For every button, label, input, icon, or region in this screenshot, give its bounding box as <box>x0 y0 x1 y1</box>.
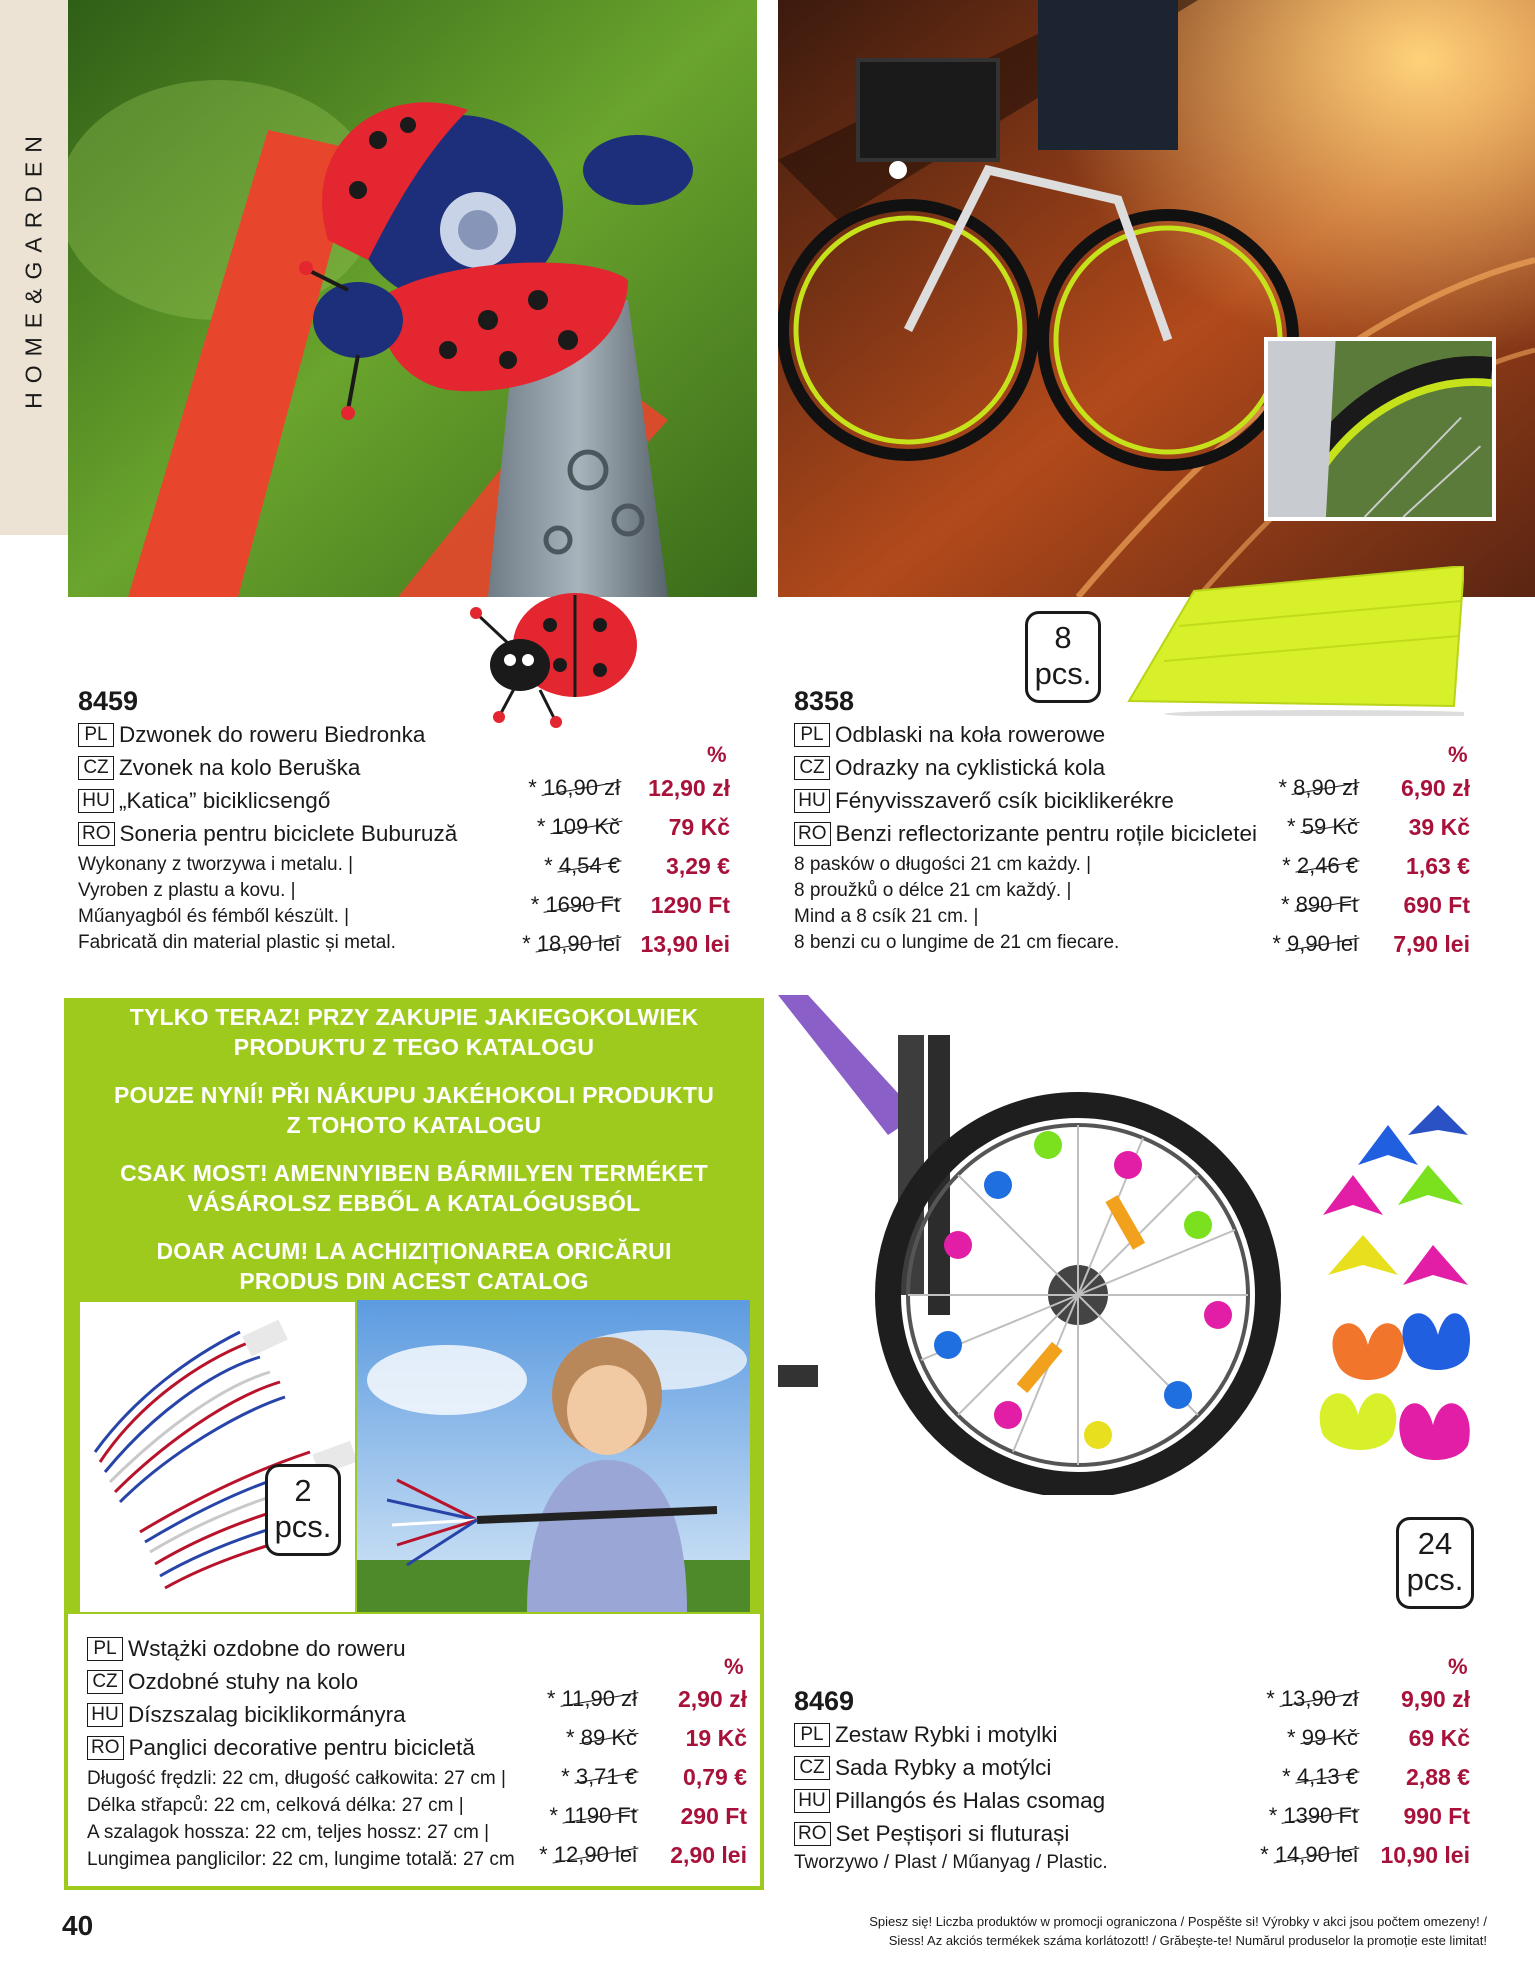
girl-on-bike-photo <box>357 1300 750 1612</box>
promo-heading-line: TYLKO TERAZ! PRZY ZAKUPIE JAKIEGOKOLWIEK <box>129 1004 699 1030</box>
new-price: 6,90 zł <box>1400 775 1470 801</box>
product-name-ro <box>87 1735 475 1761</box>
new-price: 2,88 € <box>1406 1764 1470 1790</box>
product-name-cz <box>794 755 1105 781</box>
new-price: 2,90 zł <box>677 1686 747 1712</box>
product-name: Ozdobné stuhy na kolo <box>128 1669 359 1694</box>
discount-percent-icon: % <box>707 742 727 767</box>
lang-code: CZ <box>78 756 114 780</box>
product-name-ro <box>794 821 1257 847</box>
product-name-pl <box>794 1722 1058 1748</box>
promo-heading-line: PRODUKTU Z TEGO KATALOGU <box>233 1034 595 1060</box>
promo-heading-ro <box>64 1236 764 1296</box>
old-price-value: 16,90 zł <box>542 775 620 800</box>
product-name: Wstążki ozdobne do roweru <box>128 1636 406 1661</box>
product-desc-line: Délka střapců: 22 cm, celková délka: 27 cm | <box>87 1795 464 1816</box>
lang-code: HU <box>794 789 830 813</box>
old-price-value: 18,90 lei <box>536 931 620 956</box>
old-price: * 1190 Ft <box>549 1803 637 1828</box>
product-desc-line: Mind a 8 csík 21 cm. | <box>794 906 979 927</box>
lang-code: PL <box>794 723 830 747</box>
old-price-value: 109 Kč <box>551 814 620 839</box>
category-side-tab <box>0 0 68 535</box>
old-price-value: 1390 Ft <box>1283 1803 1358 1828</box>
promo-heading-line: DOAR ACUM! LA ACHIZIȚIONAREA ORICĂRUI <box>156 1238 672 1264</box>
promo-heading-hu <box>64 1158 764 1218</box>
lang-code: RO <box>87 1736 124 1760</box>
old-price: * 12,90 lei <box>539 1842 637 1867</box>
product-desc-line: Lungimea panglicilor: 22 cm, lungime totală: 27 cm <box>87 1849 515 1870</box>
product-name-pl <box>78 722 425 748</box>
product-name-cz <box>78 755 360 781</box>
old-price-value: 8,90 zł <box>1293 775 1358 800</box>
promo-heading-pl <box>64 1002 764 1062</box>
pcs-badge-8469 <box>1396 1517 1474 1609</box>
old-price-value: 13,90 zł <box>1280 1686 1358 1711</box>
product-name-hu <box>78 788 330 814</box>
new-price: 79 Kč <box>668 814 730 840</box>
new-price: 990 Ft <box>1403 1803 1470 1829</box>
product-name: Pillangós és Halas csomag <box>835 1788 1106 1813</box>
pcs-unit: pcs. <box>1034 656 1092 691</box>
tassels-product-image <box>80 1302 355 1612</box>
old-price-value: 89 Kč <box>580 1725 637 1750</box>
product-name: „Katica” biciklicsengő <box>119 788 331 813</box>
old-price-value: 99 Kč <box>1301 1725 1358 1750</box>
product-name-pl <box>794 722 1105 748</box>
product-name: Panglici decorative pentru bicicletă <box>128 1735 475 1760</box>
product-code: 8459 <box>78 686 139 716</box>
product-name: Fényvisszaverő csík biciklikerékre <box>835 788 1174 813</box>
pcs-count: 24 <box>1417 1526 1453 1561</box>
new-price: 290 Ft <box>680 1803 747 1829</box>
new-price: 1290 Ft <box>650 892 730 918</box>
pcs-count: 8 <box>1054 620 1072 655</box>
old-price: * 4,54 € <box>544 853 620 878</box>
old-price: * 99 Kč <box>1287 1725 1358 1750</box>
old-price-value: 4,54 € <box>558 853 620 878</box>
pcs-count: 2 <box>294 1473 312 1508</box>
promo-heading-line: Z TOHOTO KATALOGU <box>286 1112 542 1138</box>
old-price: * 3,71 € <box>561 1764 637 1789</box>
ladybug-bell-product-image <box>460 575 660 735</box>
old-price-value: 2,46 € <box>1296 853 1358 878</box>
pcs-badge-tassels <box>265 1464 341 1556</box>
product-name-cz <box>794 1755 1051 1781</box>
new-price: 690 Ft <box>1403 892 1470 918</box>
new-price: 1,63 € <box>1406 853 1470 879</box>
old-price: * 109 Kč <box>536 814 620 839</box>
product-name-hu <box>87 1702 406 1728</box>
product-code: 8358 <box>794 686 855 716</box>
old-price-value: 14,90 lei <box>1274 1842 1358 1867</box>
page-number: 40 <box>62 1910 94 1941</box>
limited-stock-note: Spiesz się! Liczba produktów w promocji ograniczona / Pospěšte si! Výrobky v akci jsou počtem omezeny! / Siess! Az akciós termékek száma korlátozott! / Grăbeşte-te! Numărul produselor la promoție este limitat! <box>869 1914 1487 1948</box>
old-price: * 1690 Ft <box>530 892 620 917</box>
product-name: Soneria pentru biciclete Buburuză <box>119 821 458 846</box>
lang-code: HU <box>78 789 114 813</box>
product-name-pl <box>87 1636 406 1662</box>
promo-heading-line: POUZE NYNÍ! PŘI NÁKUPU JAKÉHOKOLI PRODUKTU <box>113 1082 715 1108</box>
product-name-hu <box>794 788 1174 814</box>
product-desc-line: Wykonany z tworzywa i metalu. | <box>78 854 354 875</box>
old-price-value: 3,71 € <box>575 1764 637 1789</box>
promo-heading-line: VÁSÁROLSZ EBBŐL A KATALÓGUSBÓL <box>187 1190 641 1216</box>
product-name: Odblaski na koła rowerowe <box>835 722 1106 747</box>
new-price: 39 Kč <box>1408 814 1470 840</box>
reflector-strips-image <box>1124 566 1464 716</box>
product-desc-line: Fabricată din material plastic și metal. <box>78 932 396 953</box>
promo-heading-line: CSAK MOST! AMENNYIBEN BÁRMILYEN TERMÉKET <box>120 1160 708 1186</box>
product-name-cz <box>87 1669 358 1695</box>
new-price: 9,90 zł <box>1400 1686 1470 1712</box>
lang-code: CZ <box>794 1756 830 1780</box>
product-name: Zestaw Rybki i motylki <box>835 1722 1058 1747</box>
reflector-detail-inset <box>1264 337 1496 521</box>
new-price: 2,90 lei <box>670 1842 747 1868</box>
old-price: * 14,90 lei <box>1260 1842 1358 1867</box>
old-price-value: 11,90 zł <box>561 1686 637 1711</box>
pcs-unit: pcs. <box>274 1509 332 1544</box>
product-code: 8469 <box>794 1686 855 1716</box>
category-label: HOME&GARDEN <box>20 127 47 409</box>
product-name-ro <box>794 1821 1069 1847</box>
lang-code: HU <box>794 1789 830 1813</box>
product-name: Sada Rybky a motýlci <box>835 1755 1052 1780</box>
old-price-value: 12,90 lei <box>553 1842 637 1867</box>
product-desc-line: Műanyagból és fémből készült. | <box>78 906 350 927</box>
product-desc-line: A szalagok hossza: 22 cm, teljes hossz: 27 cm | <box>87 1822 490 1843</box>
product-name: Dzwonek do roweru Biedronka <box>119 722 426 747</box>
product-name: Díszszalag biciklikormányra <box>128 1702 406 1727</box>
old-price-value: 1690 Ft <box>545 892 620 917</box>
old-price: * 18,90 lei <box>522 931 620 956</box>
new-price: 3,29 € <box>666 853 730 879</box>
old-price: * 4,13 € <box>1282 1764 1358 1789</box>
product-desc-line: 8 proužků o délce 21 cm každý. | <box>794 880 1072 901</box>
product-name: Odrazky na cyklistická kola <box>835 755 1106 780</box>
product-name-hu <box>794 1788 1105 1814</box>
new-price: 13,90 lei <box>640 931 730 957</box>
old-price: * 9,90 lei <box>1272 931 1358 956</box>
old-price: * 2,46 € <box>1282 853 1358 878</box>
old-price: * 8,90 zł <box>1278 775 1358 800</box>
lang-code: PL <box>794 1723 830 1747</box>
old-price: * 1390 Ft <box>1268 1803 1358 1828</box>
product-desc-line: 8 benzi cu o lungime de 21 cm fiecare. <box>794 932 1120 953</box>
product-desc-line: Vyroben z plastu a kovu. | <box>78 880 296 901</box>
product-desc-line: 8 pasków o długości 21 cm każdy. | <box>794 854 1092 875</box>
old-price-value: 9,90 lei <box>1287 931 1358 956</box>
new-price: 7,90 lei <box>1393 931 1470 957</box>
pcs-unit: pcs. <box>1406 1562 1464 1597</box>
lang-code: PL <box>87 1637 123 1661</box>
lang-code: CZ <box>794 756 830 780</box>
discount-percent-icon: % <box>1448 1654 1468 1679</box>
butterfly-fish-clips-image <box>1318 1105 1473 1485</box>
old-price: * 89 Kč <box>566 1725 637 1750</box>
lang-code: CZ <box>87 1670 123 1694</box>
product-name: Benzi reflectorizante pentru roțile bicicletei <box>835 821 1257 846</box>
product-desc-line: Tworzywo / Plast / Műanyag / Plastic. <box>794 1852 1108 1873</box>
new-price: 69 Kč <box>1408 1725 1470 1751</box>
product-name: Set Peștișori si fluturași <box>835 1821 1070 1846</box>
old-price-value: 4,13 € <box>1296 1764 1358 1789</box>
ladybug-bell-photo <box>68 0 757 597</box>
lang-code: PL <box>78 723 114 747</box>
lang-code: RO <box>794 1822 831 1846</box>
discount-percent-icon: % <box>724 1654 744 1679</box>
old-price: * 890 Ft <box>1280 892 1358 917</box>
product-name-ro <box>78 821 457 847</box>
old-price: * 11,90 zł <box>546 1686 637 1711</box>
lang-code: RO <box>78 822 115 846</box>
old-price-value: 59 Kč <box>1301 814 1358 839</box>
new-price: 19 Kč <box>685 1725 747 1751</box>
discount-percent-icon: % <box>1448 742 1468 767</box>
product-name: Zvonek na kolo Beruška <box>119 755 361 780</box>
new-price: 12,90 zł <box>648 775 730 801</box>
old-price: * 16,90 zł <box>528 775 620 800</box>
old-price-value: 1190 Ft <box>564 1803 637 1828</box>
promo-heading-cz <box>64 1080 764 1140</box>
old-price: * 13,90 zł <box>1266 1686 1358 1711</box>
new-price: 10,90 lei <box>1380 1842 1470 1868</box>
old-price-value: 890 Ft <box>1295 892 1358 917</box>
old-price: * 59 Kč <box>1287 814 1358 839</box>
lang-code: HU <box>87 1703 123 1727</box>
product-desc-line: Długość frędzli: 22 cm, długość całkowita: 27 cm | <box>87 1768 506 1789</box>
lang-code: RO <box>794 822 831 846</box>
promo-heading-line: PRODUS DIN ACEST CATALOG <box>239 1268 589 1294</box>
new-price: 0,79 € <box>683 1764 747 1790</box>
pcs-badge-8358 <box>1025 611 1101 703</box>
